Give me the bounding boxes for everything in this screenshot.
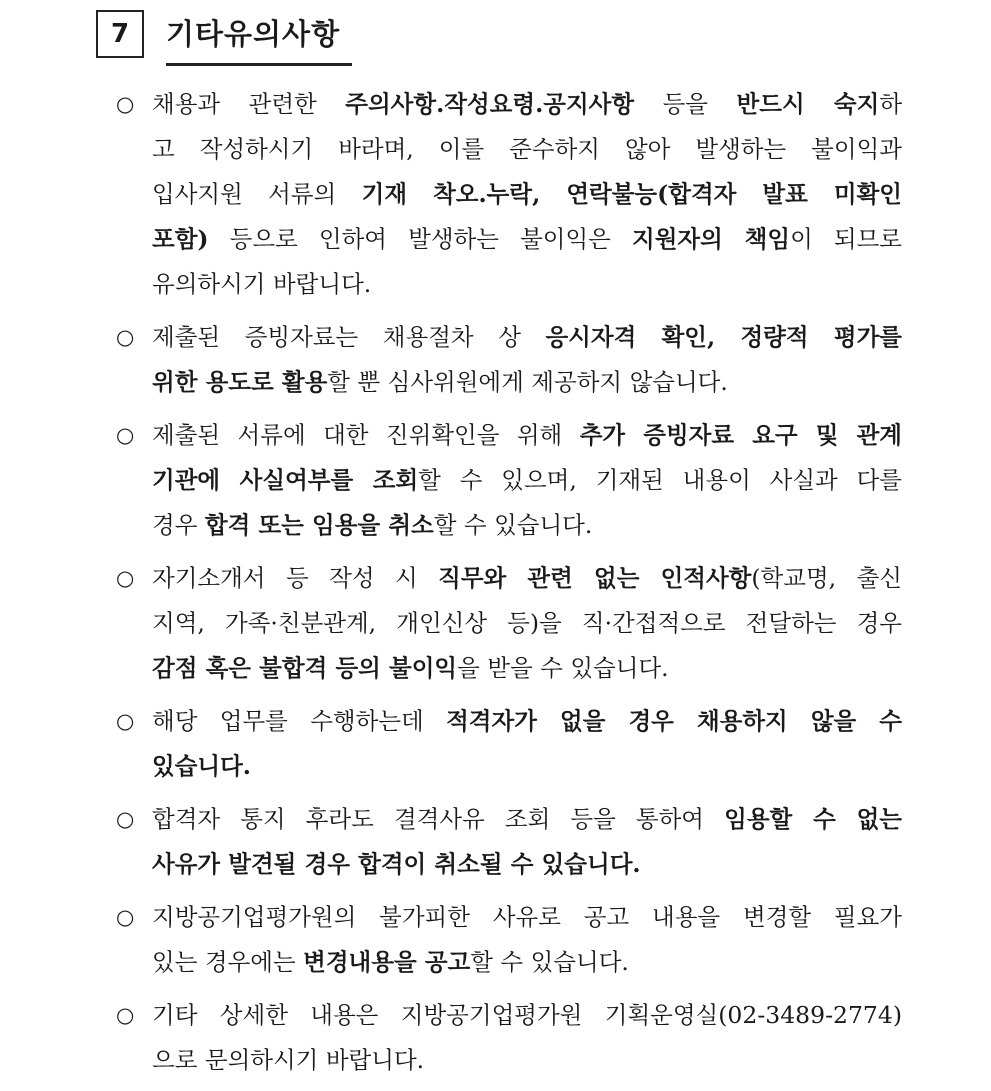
notice-line <box>152 842 902 887</box>
body-text: 으로 문의하시기 바랍니다. <box>152 1046 425 1074</box>
notice-item <box>112 797 902 887</box>
notice-line <box>152 458 902 503</box>
notice-item <box>112 895 902 985</box>
notice-line <box>152 940 902 985</box>
emphasized-text: 직무와 관련 없는 인적사항 <box>438 564 752 592</box>
notice-line <box>152 1038 902 1083</box>
notice-line <box>152 360 902 405</box>
section-title: 기타유의사항 <box>166 12 352 66</box>
emphasized-text: 있습니다. <box>152 752 251 780</box>
body-text: 할 수 있습니다. <box>433 511 593 539</box>
notice-item <box>112 315 902 405</box>
body-text: 지방공기업평가원의 불가피한 사유로 공고 내용을 변경할 필요가 <box>152 903 902 931</box>
emphasized-text: 합격 또는 임용을 취소 <box>204 511 434 539</box>
emphasized-text: 위한 용도로 활용 <box>152 368 328 396</box>
notice-line <box>152 797 902 842</box>
body-text: 지역, 가족·친분관계, 개인신상 등)을 직·간접적으로 전달하는 경우 <box>152 609 902 637</box>
notice-line <box>152 556 902 601</box>
circle-bullet-icon: ○ <box>116 807 135 831</box>
body-text: 제출된 증빙자료는 채용절차 상 <box>152 323 546 351</box>
emphasized-text: 추가 증빙자료 요구 및 관계 <box>579 421 903 449</box>
notice-line <box>152 262 902 307</box>
body-text: 입사지원 서류의 <box>152 180 362 208</box>
emphasized-text: 사유가 발견될 경우 합격이 취소될 수 있습니다. <box>152 850 641 878</box>
body-text: 경우 <box>152 511 205 539</box>
emphasized-text: 포함) <box>152 225 209 253</box>
circle-bullet-icon: ○ <box>116 423 135 447</box>
circle-bullet-icon: ○ <box>116 1003 135 1027</box>
emphasized-text: 기재 착오.누락, 연락불능(합격자 발표 미확인 <box>361 180 902 208</box>
notice-line <box>152 127 902 172</box>
circle-bullet-icon: ○ <box>116 566 135 590</box>
notice-list <box>112 82 902 1091</box>
emphasized-text: 변경내용을 공고 <box>303 948 471 976</box>
notice-line <box>152 646 902 691</box>
notice-item <box>112 699 902 789</box>
notice-line <box>152 172 902 217</box>
notice-item <box>112 82 902 307</box>
emphasized-text: 기관에 사실여부를 조회 <box>152 466 419 494</box>
emphasized-text: 주의사항.작성요령.공지사항 <box>345 90 635 118</box>
body-text: 할 수 있습니다. <box>470 948 629 976</box>
body-text: 할 뿐 심사위원에게 제공하지 않습니다. <box>327 368 728 396</box>
body-text: 고 작성하시기 바라며, 이를 준수하지 않아 발생하는 불이익과 <box>152 135 902 163</box>
notice-item <box>112 413 902 548</box>
notice-line <box>152 217 902 262</box>
body-text: 해당 업무를 수행하는데 <box>152 707 447 735</box>
notice-line <box>152 993 902 1038</box>
emphasized-text: 응시자격 확인, 정량적 평가를 <box>545 323 902 351</box>
notice-line <box>152 413 902 458</box>
notice-line <box>152 82 902 127</box>
body-text: 을 받을 수 있습니다. <box>457 654 669 682</box>
body-text: 채용과 관련한 <box>152 90 346 118</box>
emphasized-text: 적격자가 없을 경우 채용하지 않을 수 <box>446 707 903 735</box>
notice-line <box>152 503 902 548</box>
body-text: 있는 경우에는 <box>152 948 304 976</box>
body-text: 합격자 통지 후라도 결격사유 조회 등을 통하여 <box>152 805 725 833</box>
body-text: 제출된 서류에 대한 진위확인을 위해 <box>152 421 580 449</box>
notice-line <box>152 744 902 789</box>
body-text: 등으로 인하여 발생하는 불이익은 <box>208 225 632 253</box>
circle-bullet-icon: ○ <box>116 325 135 349</box>
body-text: 할 수 있으며, 기재된 내용이 사실과 다를 <box>418 466 902 494</box>
notice-item <box>112 993 902 1083</box>
body-text: 이 되므로 <box>790 225 902 253</box>
body-text: 등을 <box>634 90 737 118</box>
notice-line <box>152 601 902 646</box>
emphasized-text: 지원자의 책임 <box>632 225 791 253</box>
emphasized-text: 감점 혹은 불합격 등의 불이익 <box>152 654 458 682</box>
circle-bullet-icon: ○ <box>116 905 135 929</box>
notice-line <box>152 895 902 940</box>
circle-bullet-icon: ○ <box>116 92 135 116</box>
section-number: 7 <box>96 10 144 58</box>
body-text: 기타 상세한 내용은 지방공기업평가원 기획운영실(02-3489-2774) <box>152 1001 902 1029</box>
notice-line <box>152 699 902 744</box>
section-header <box>96 10 366 62</box>
emphasized-text: 반드시 숙지 <box>736 90 880 118</box>
circle-bullet-icon: ○ <box>116 709 135 733</box>
emphasized-text: 임용할 수 없는 <box>724 805 903 833</box>
body-text: (학교명, 출신 <box>751 564 902 592</box>
notice-line <box>152 315 902 360</box>
body-text: 하 <box>879 90 903 118</box>
notice-item <box>112 556 902 691</box>
body-text: 자기소개서 등 작성 시 <box>152 564 439 592</box>
body-text: 유의하시기 바랍니다. <box>152 270 372 298</box>
